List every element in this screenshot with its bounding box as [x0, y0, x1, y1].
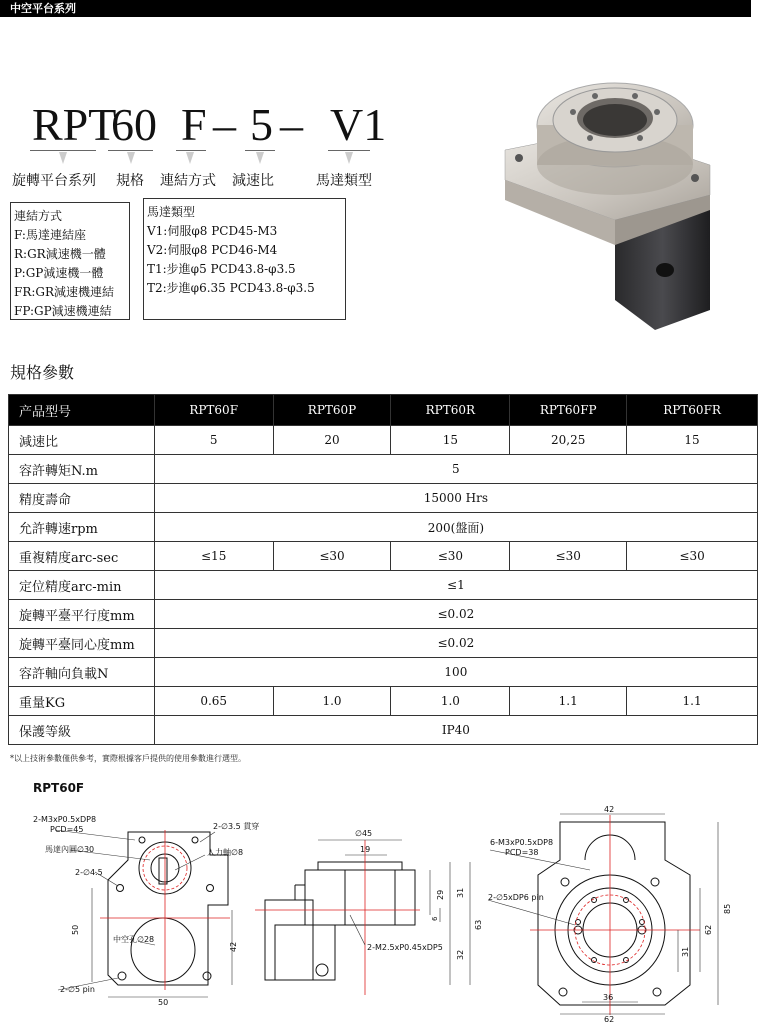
series-arrow-icon [59, 152, 67, 164]
series-header-title: 中空平台系列 [10, 2, 76, 15]
spec-table [8, 394, 758, 745]
spec-cell: ≤30 [510, 542, 627, 571]
spec-merged-cell: 5 [154, 455, 757, 484]
spec-row-label: 精度壽命 [9, 484, 155, 513]
right-dim-42: 42 [604, 805, 615, 814]
motor-options-box [143, 198, 346, 320]
model-motor-code: V1 [330, 99, 387, 150]
motor-underline [328, 150, 370, 151]
table-row [9, 513, 758, 542]
right-pin-label: 2-∅5xDP6 pin [488, 893, 544, 902]
motor-option: V2:伺服φ8 PCD46-M4 [147, 243, 278, 257]
table-row [9, 600, 758, 629]
ratio-caption: 減速比 [232, 173, 274, 189]
right-dim-62-horizontal: 62 [604, 1015, 615, 1024]
middle-dim-29: 29 [436, 889, 445, 900]
middle-m25-label: 2-M2.5xP0.45xDP5 [367, 943, 443, 952]
spec-cell: ≤30 [273, 542, 391, 571]
spec-header-cell: RPT60FP [510, 395, 627, 426]
connection-box-title: 連結方式 [14, 209, 63, 223]
spec-table-header-row [9, 395, 758, 426]
right-dim-31: 31 [681, 946, 690, 957]
table-row [9, 455, 758, 484]
spec-header-cell: RPT60P [273, 395, 391, 426]
spec-cell: 1.0 [391, 687, 510, 716]
model-size-code: 60 [111, 99, 157, 150]
left-hole-label: 2-∅3.5 貫穿 [213, 822, 260, 831]
table-row [9, 426, 758, 455]
middle-dim-6: 6 [431, 916, 439, 921]
drawing-title: RPT60F [33, 781, 85, 795]
left-hollow-label: 中空孔∅28 [113, 935, 155, 944]
spec-merged-cell: ≤0.02 [154, 629, 757, 658]
connection-caption: 連結方式 [160, 173, 216, 189]
spec-row-label: 旋轉平臺平行度mm [9, 600, 155, 629]
connection-option: R:GR減速機一體 [14, 247, 106, 261]
left-motor-bore-label: 馬達內圓∅30 [45, 845, 95, 854]
connection-arrow-icon [186, 152, 194, 164]
spec-merged-cell: 200(盤面) [154, 513, 757, 542]
spec-row-label: 減速比 [9, 426, 155, 455]
model-series-code: RPT [32, 99, 117, 150]
spec-cell: 15 [391, 426, 510, 455]
table-row [9, 658, 758, 687]
size-caption: 規格 [116, 173, 144, 189]
spec-cell: ≤15 [154, 542, 273, 571]
middle-dim-31: 31 [456, 887, 465, 898]
size-arrow-icon [127, 152, 135, 164]
spec-row-label: 旋轉平臺同心度mm [9, 629, 155, 658]
connection-option: FP:GP減速機連結 [14, 304, 112, 318]
middle-view-drawing [265, 862, 415, 980]
spec-row-label: 保護等級 [9, 716, 155, 745]
spec-row-label: 容許軸向負載N [9, 658, 155, 687]
spec-cell: 15 [627, 426, 758, 455]
series-underline [30, 150, 96, 151]
spec-cell: 1.0 [273, 687, 391, 716]
middle-dim-63: 63 [474, 919, 483, 930]
motor-option: V1:伺服φ8 PCD45-M3 [147, 224, 278, 238]
motor-option: T1:步進φ5 PCD43.8-φ3.5 [147, 262, 296, 276]
motor-arrow-icon [345, 152, 353, 164]
motor-box-title: 馬達類型 [147, 205, 196, 219]
connection-option: F:馬達連結座 [14, 228, 86, 242]
table-row [9, 629, 758, 658]
middle-dim-32: 32 [456, 949, 465, 960]
middle-dim-19: 19 [360, 845, 371, 854]
right-dim-62-vertical: 62 [704, 924, 713, 935]
spec-row-label: 容許轉矩N.m [9, 455, 155, 484]
right-dim-85: 85 [723, 903, 732, 914]
spec-footnote: *以上技術參數僅供參考，實際根據客戶提供的使用參數進行選型。 [10, 754, 246, 763]
table-row [9, 687, 758, 716]
spec-header-cell: RPT60F [154, 395, 273, 426]
connection-option: P:GP減速機一體 [14, 266, 104, 280]
model-ratio-code: 5 [250, 99, 273, 150]
spec-cell: ≤30 [391, 542, 510, 571]
left-dim-50-horizontal: 50 [158, 998, 169, 1007]
series-header-bar [0, 0, 751, 17]
spec-merged-cell: ≤1 [154, 571, 757, 600]
product-photo [495, 70, 725, 340]
ratio-arrow-icon [256, 152, 264, 164]
model-dash-1: – [213, 99, 236, 150]
spec-cell: 1.1 [627, 687, 758, 716]
spec-cell: 20 [273, 426, 391, 455]
left-dim-42: 42 [229, 941, 238, 952]
right-m3-label: 6-M3xP0.5xDP8 [490, 838, 554, 847]
model-connection-code: F [181, 99, 207, 150]
spec-cell: ≤30 [627, 542, 758, 571]
spec-row-label: 重量KG [9, 687, 155, 716]
motor-option: T2:步進φ6.35 PCD43.8-φ3.5 [147, 281, 315, 295]
connection-option: FR:GR減速機連結 [14, 285, 115, 299]
left-hole45-label: 2-∅4.5 [75, 868, 103, 877]
spec-header-cell: 产品型号 [9, 395, 155, 426]
spec-section-title: 規格參數 [10, 363, 75, 382]
technical-drawings [0, 800, 761, 1025]
spec-row-label: 允許轉速rpm [9, 513, 155, 542]
spec-header-cell: RPT60R [391, 395, 510, 426]
model-dash-2: – [280, 99, 303, 150]
table-row [9, 571, 758, 600]
connection-options-box [10, 202, 130, 320]
middle-dim-45: ∅45 [355, 829, 373, 838]
left-input-shaft-label: 入力軸∅8 [207, 848, 244, 857]
spec-cell: 0.65 [154, 687, 273, 716]
spec-cell: 5 [154, 426, 273, 455]
right-dim-36: 36 [603, 993, 614, 1002]
table-row [9, 716, 758, 745]
series-caption: 旋轉平台系列 [12, 173, 96, 189]
spec-cell: 20,25 [510, 426, 627, 455]
left-pin-label: 2-∅5 pin [60, 985, 95, 994]
spec-row-label: 重複精度arc-sec [9, 542, 155, 571]
right-pcd-label: PCD=38 [505, 848, 539, 857]
table-row [9, 484, 758, 513]
left-pcd-label: PCD=45 [50, 825, 84, 834]
spec-merged-cell: IP40 [154, 716, 757, 745]
spec-row-label: 定位精度arc-min [9, 571, 155, 600]
size-underline [108, 150, 153, 151]
table-row [9, 542, 758, 571]
spec-merged-cell: ≤0.02 [154, 600, 757, 629]
connection-underline [176, 150, 206, 151]
left-dim-50-vertical: 50 [71, 924, 80, 935]
motor-caption: 馬達類型 [316, 173, 372, 189]
spec-header-cell: RPT60FR [627, 395, 758, 426]
right-view-drawing [538, 822, 690, 1005]
spec-merged-cell: 15000 Hrs [154, 484, 757, 513]
spec-merged-cell: 100 [154, 658, 757, 687]
left-m3-label: 2-M3xP0.5xDP8 [33, 815, 97, 824]
spec-cell: 1.1 [510, 687, 627, 716]
ratio-underline [245, 150, 275, 151]
